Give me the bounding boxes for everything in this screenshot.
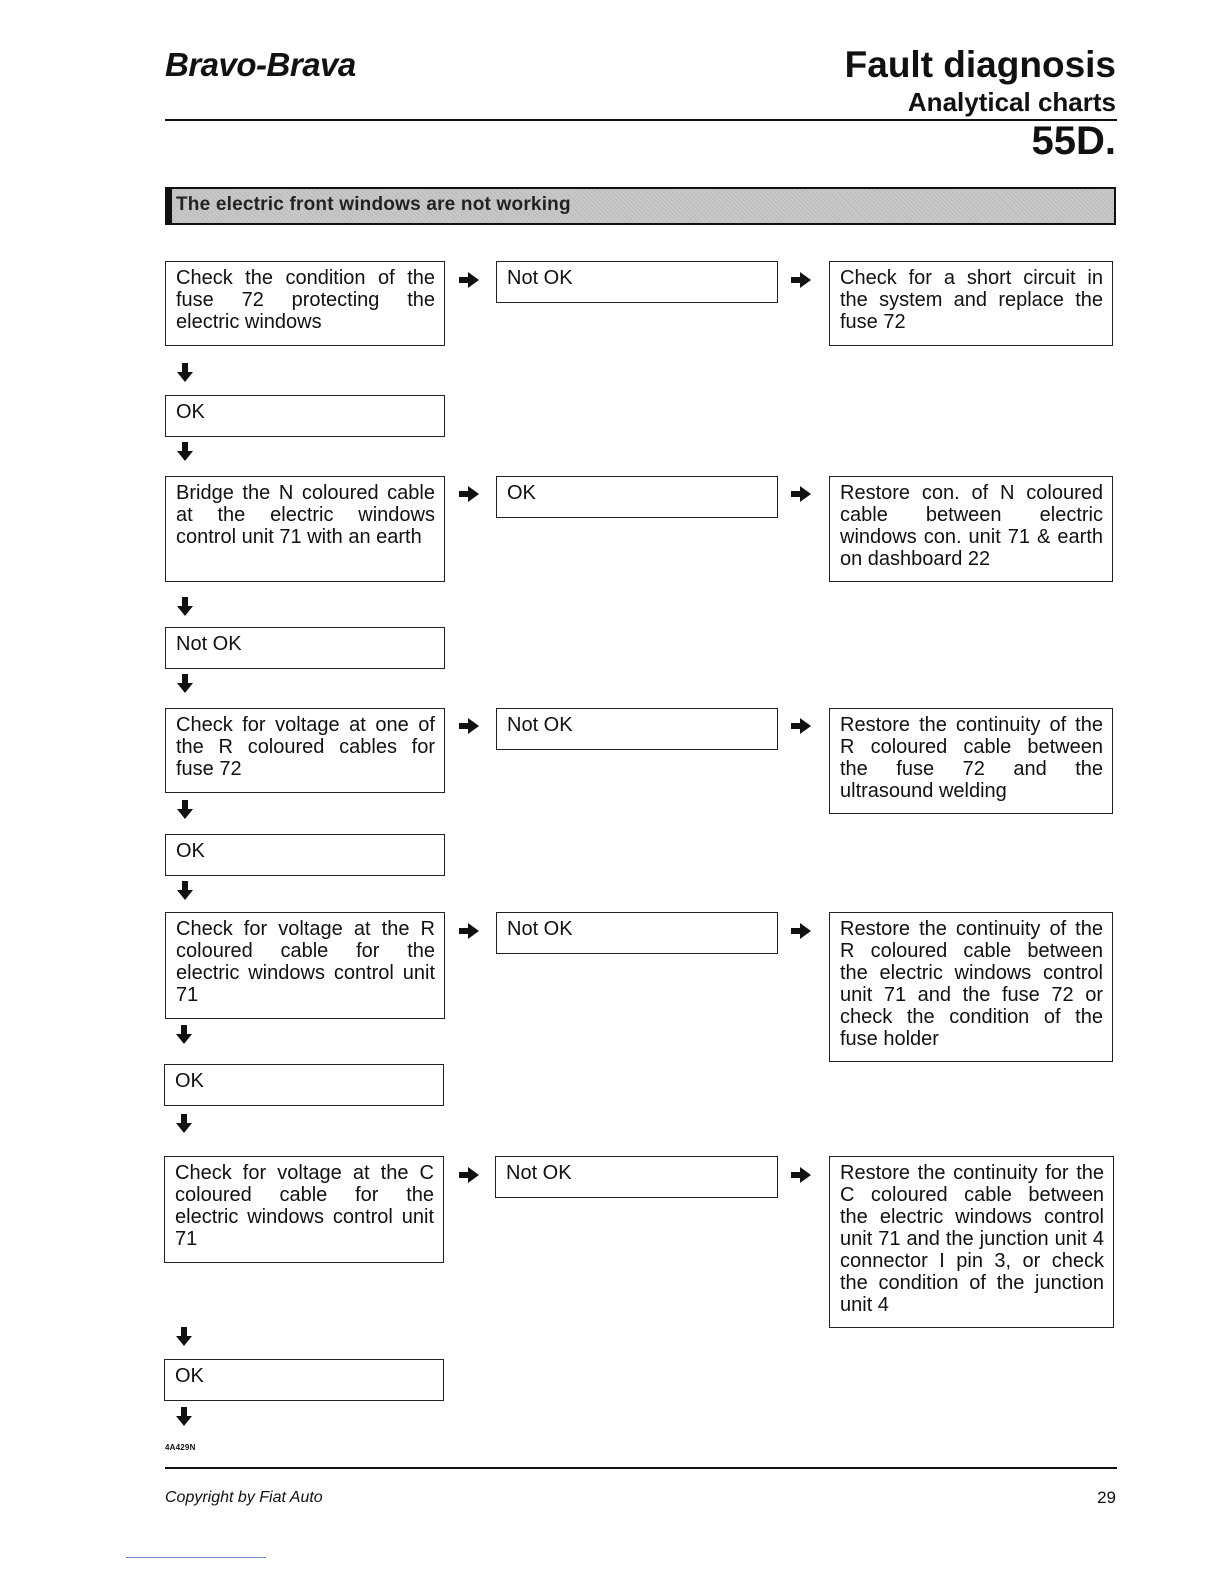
header-divider [165, 119, 1117, 121]
down-arrow-icon [176, 673, 194, 694]
fault-banner-title: The electric front windows are not working [176, 194, 571, 215]
down-arrow-icon [176, 362, 194, 383]
right-arrow-icon [790, 485, 812, 503]
right-arrow-icon [458, 485, 480, 503]
action-box-step-1: Check for a short circuit in the system and replace the fuse 72 [829, 261, 1113, 346]
result-box-step-2: OK [496, 476, 778, 518]
right-arrow-icon [458, 922, 480, 940]
section-subtitle: Analytical charts [907, 87, 1116, 117]
result-box-step-1: Not OK [496, 261, 778, 303]
figure-code: 4A429N [165, 1443, 196, 1452]
action-box-step-3: Restore the continuity of the R coloured cable between the fuse 72 and the ultrasound welding [829, 708, 1113, 814]
down-arrow-icon [175, 1113, 193, 1134]
check-box-step-3: Check for voltage at one of the R coloured cables for fuse 72 [165, 708, 445, 793]
check-box-step-2: Bridge the N coloured cable at the electric windows control unit 71 with an earth [165, 476, 445, 582]
action-box-step-2: Restore con. of N coloured cable between electric windows con. unit 71 & earth on dashboard 22 [829, 476, 1113, 582]
down-arrow-icon [176, 880, 194, 901]
right-arrow-icon [790, 717, 812, 735]
section-code: 55D. [1031, 119, 1116, 163]
scan-edge-line [126, 1557, 266, 1558]
section-title: Fault diagnosis [844, 44, 1116, 85]
right-arrow-icon [458, 1166, 480, 1184]
check-box-step-1: Check the condition of the fuse 72 protecting the electric windows [165, 261, 445, 346]
down-arrow-icon [176, 441, 194, 462]
right-arrow-icon [790, 922, 812, 940]
continue-box-step-3: OK [165, 834, 445, 876]
down-arrow-icon [175, 1326, 193, 1347]
model-title: Bravo-Brava [165, 46, 356, 83]
action-box-step-5: Restore the continuity for the C coloured cable between the electric windows control unit 71 and the junction unit 4 connector I pin 3, or check the condition of the junction unit 4 [829, 1156, 1114, 1328]
fault-banner [165, 187, 1116, 225]
copyright-notice: Copyright by Fiat Auto [165, 1489, 323, 1506]
footer-divider [165, 1467, 1117, 1469]
continue-box-step-5: OK [164, 1359, 444, 1401]
right-arrow-icon [458, 271, 480, 289]
page-number: 29 [1097, 1488, 1116, 1507]
down-arrow-icon [176, 596, 194, 617]
down-arrow-icon [176, 799, 194, 820]
continue-box-step-1: OK [165, 395, 445, 437]
right-arrow-icon [790, 1166, 812, 1184]
right-arrow-icon [458, 717, 480, 735]
result-box-step-3: Not OK [496, 708, 778, 750]
check-box-step-5: Check for voltage at the C coloured cable for the electric windows control unit 71 [164, 1156, 444, 1263]
result-box-step-5: Not OK [495, 1156, 778, 1198]
continue-box-step-2: Not OK [165, 627, 445, 669]
continue-box-step-4: OK [164, 1064, 444, 1106]
result-box-step-4: Not OK [496, 912, 778, 954]
action-box-step-4: Restore the continuity of the R coloured cable between the electric windows control unit 71 and the fuse 72 or check the condition of the fuse holder [829, 912, 1113, 1062]
check-box-step-4: Check for voltage at the R coloured cable for the electric windows control unit 71 [165, 912, 445, 1019]
down-arrow-icon [175, 1406, 193, 1427]
right-arrow-icon [790, 271, 812, 289]
down-arrow-icon [175, 1024, 193, 1045]
